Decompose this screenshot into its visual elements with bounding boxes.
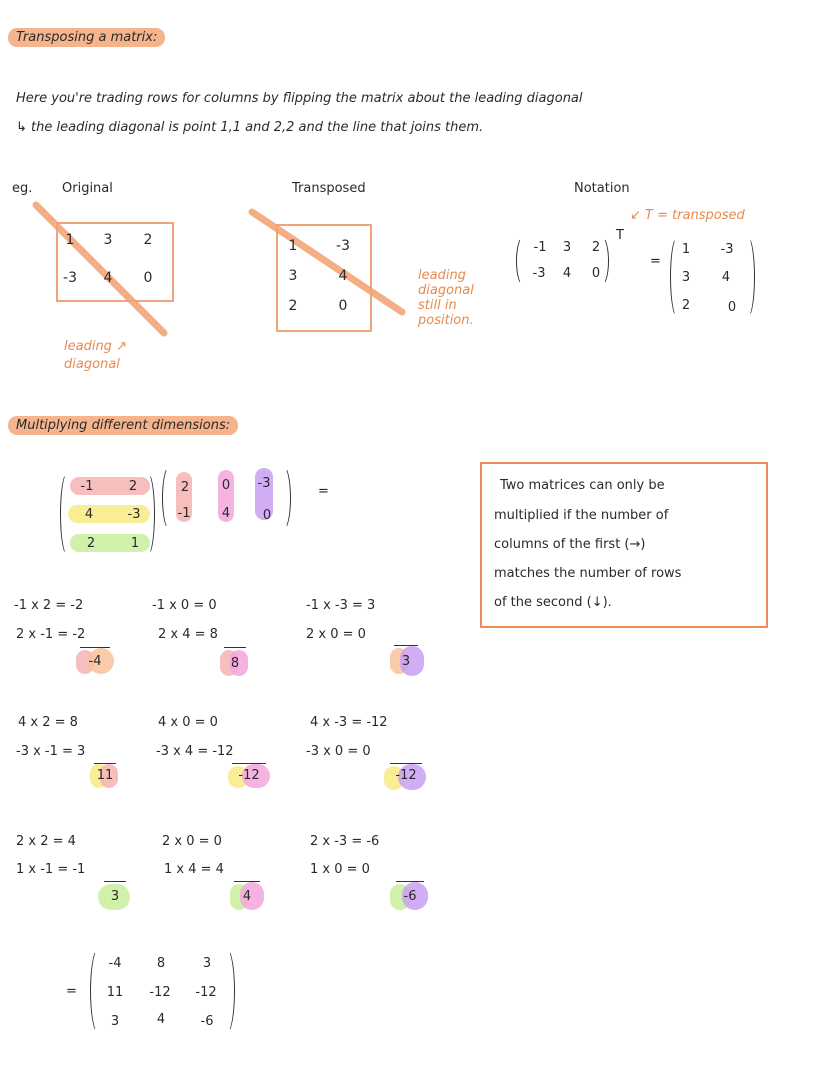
final-cell-3-3: -6 (200, 1014, 214, 1029)
info-line-5: of the second (↓). (494, 595, 612, 610)
nr-cell-1-2: -3 (720, 242, 734, 257)
calc-1-3-line1: -1 x -3 = 3 (306, 598, 376, 613)
final-cell-3-2: 4 (156, 1012, 166, 1027)
orig-cell-2-3: 0 (143, 270, 153, 286)
matB-cell-2-2: 4 (221, 506, 231, 521)
calc-2-3-line2: -3 x 0 = 0 (306, 744, 371, 759)
calc-2-1-line2: -3 x -1 = 3 (16, 744, 86, 759)
calc-1-2-line1: -1 x 0 = 0 (152, 598, 217, 613)
calc-2-2-underline (232, 763, 266, 764)
orig-cell-2-2: 4 (103, 270, 113, 286)
matA-cell-3-1: 2 (86, 536, 96, 551)
trans-cell-2-2: 4 (338, 268, 348, 284)
transposed-note: ↙ T = transposed (630, 208, 745, 223)
nl-cell-1-2: 3 (562, 240, 572, 255)
info-box (480, 462, 768, 628)
calc-2-1-result: 11 (96, 768, 114, 783)
calc-3-1-underline (104, 881, 126, 882)
mult-equals: = (318, 484, 329, 499)
trans-cell-3-1: 2 (288, 298, 298, 314)
info-line-2: multiplied if the number of (494, 508, 669, 523)
calc-3-1-result: 3 (110, 889, 120, 904)
still-in-position-label: leading diagonal still in position. (418, 268, 474, 328)
orig-cell-1-2: 3 (103, 232, 113, 248)
calc-2-3-underline (390, 763, 422, 764)
nl-cell-1-3: 2 (591, 240, 601, 255)
leading-diagonal-label: leading ↗ diagonal (64, 339, 127, 372)
notation-superscript: T (616, 228, 624, 243)
section-heading-multiplying: Multiplying different dimensions: (8, 416, 238, 435)
calc-2-2-line1: 4 x 0 = 0 (158, 715, 218, 730)
info-line-1: Two matrices can only be (500, 478, 665, 493)
orig-cell-1-1: 1 (65, 232, 75, 248)
matB-paren-close (276, 466, 291, 530)
nl-cell-2-1: -3 (532, 266, 546, 281)
calc-2-1-line1: 4 x 2 = 8 (18, 715, 78, 730)
final-cell-2-1: 11 (106, 985, 124, 1000)
notation-right-paren-close (740, 236, 755, 318)
calc-1-3-result: 3 (401, 654, 411, 669)
nr-cell-2-2: 4 (721, 270, 731, 285)
notation-equals: = (650, 254, 661, 269)
matB-cell-1-2: 0 (221, 478, 231, 493)
orig-cell-2-1: -3 (63, 270, 77, 286)
matB-cell-1-1: 2 (180, 480, 190, 495)
calc-3-3-line1: 2 x -3 = -6 (310, 834, 380, 849)
final-cell-2-2: -12 (149, 985, 171, 1000)
matA-cell-1-2: 2 (128, 479, 138, 494)
trans-cell-3-2: 0 (338, 298, 348, 314)
calc-3-3-result: -6 (403, 889, 417, 904)
calc-3-1-line1: 2 x 2 = 4 (16, 834, 76, 849)
matA-cell-1-1: -1 (80, 479, 94, 494)
calc-3-2-result: 4 (242, 889, 252, 904)
nr-cell-2-1: 3 (681, 270, 691, 285)
nl-cell-2-2: 4 (562, 266, 572, 281)
section-heading-transposing: Transposing a matrix: (8, 28, 165, 47)
calc-1-2-underline (224, 647, 246, 648)
calc-3-2-underline (234, 881, 260, 882)
transposed-label: Transposed (292, 181, 366, 196)
calc-3-2-line1: 2 x 0 = 0 (162, 834, 222, 849)
calc-2-2-line2: -3 x 4 = -12 (156, 744, 234, 759)
matB-cell-2-3: 0 (262, 508, 272, 523)
final-cell-1-2: 8 (156, 956, 166, 971)
calc-1-2-result: 8 (230, 656, 240, 671)
info-line-3: columns of the first (→) (494, 537, 646, 552)
trans-cell-1-2: -3 (336, 238, 350, 254)
original-label: Original (62, 181, 113, 196)
final-equals: = (66, 984, 77, 999)
final-cell-2-3: -12 (195, 985, 217, 1000)
calc-2-1-underline (94, 763, 116, 764)
intro-line-1: Here you're trading rows for columns by flipping the matrix about the leading diagonal (16, 91, 583, 106)
calc-2-3-result: -12 (395, 768, 417, 783)
calc-1-3-line2: 2 x 0 = 0 (306, 627, 366, 642)
eg-label: eg. (12, 181, 33, 196)
calc-3-3-line2: 1 x 0 = 0 (310, 862, 370, 877)
calc-1-3-underline (394, 645, 418, 646)
matA-cell-2-2: -3 (127, 507, 141, 522)
calc-3-3-underline (396, 881, 424, 882)
nl-cell-2-3: 0 (591, 266, 601, 281)
orig-cell-1-3: 2 (143, 232, 153, 248)
matA-paren-open (60, 472, 75, 556)
calc-1-2-line2: 2 x 4 = 8 (158, 627, 218, 642)
calc-1-1-underline (80, 647, 110, 648)
intro-line-2: ↳ the leading diagonal is point 1,1 and 2,2 and the line that joins them. (16, 120, 484, 135)
calc-1-1-line2: 2 x -1 = -2 (16, 627, 86, 642)
final-cell-1-3: 3 (202, 956, 212, 971)
info-line-4: matches the number of rows (494, 566, 682, 581)
calc-1-1-line1: -1 x 2 = -2 (14, 598, 84, 613)
calc-1-1-result: -4 (88, 654, 102, 669)
calc-2-3-line1: 4 x -3 = -12 (310, 715, 388, 730)
nr-cell-1-1: 1 (681, 242, 691, 257)
nr-cell-3-1: 2 (681, 298, 691, 313)
nl-cell-1-1: -1 (533, 240, 547, 255)
matA-cell-3-2: 1 (130, 536, 140, 551)
calc-3-2-line2: 1 x 4 = 4 (164, 862, 224, 877)
nr-cell-3-2: 0 (727, 300, 737, 315)
matB-cell-1-3: -3 (257, 476, 271, 491)
matB-cell-2-1: -1 (177, 506, 191, 521)
matA-cell-2-1: 4 (84, 507, 94, 522)
final-cell-3-1: 3 (110, 1014, 120, 1029)
calc-2-2-result: -12 (238, 768, 260, 783)
calc-3-1-line2: 1 x -1 = -1 (16, 862, 86, 877)
trans-cell-2-1: 3 (288, 268, 298, 284)
final-cell-1-1: -4 (108, 956, 122, 971)
notation-label: Notation (574, 181, 630, 196)
trans-cell-1-1: 1 (288, 238, 298, 254)
